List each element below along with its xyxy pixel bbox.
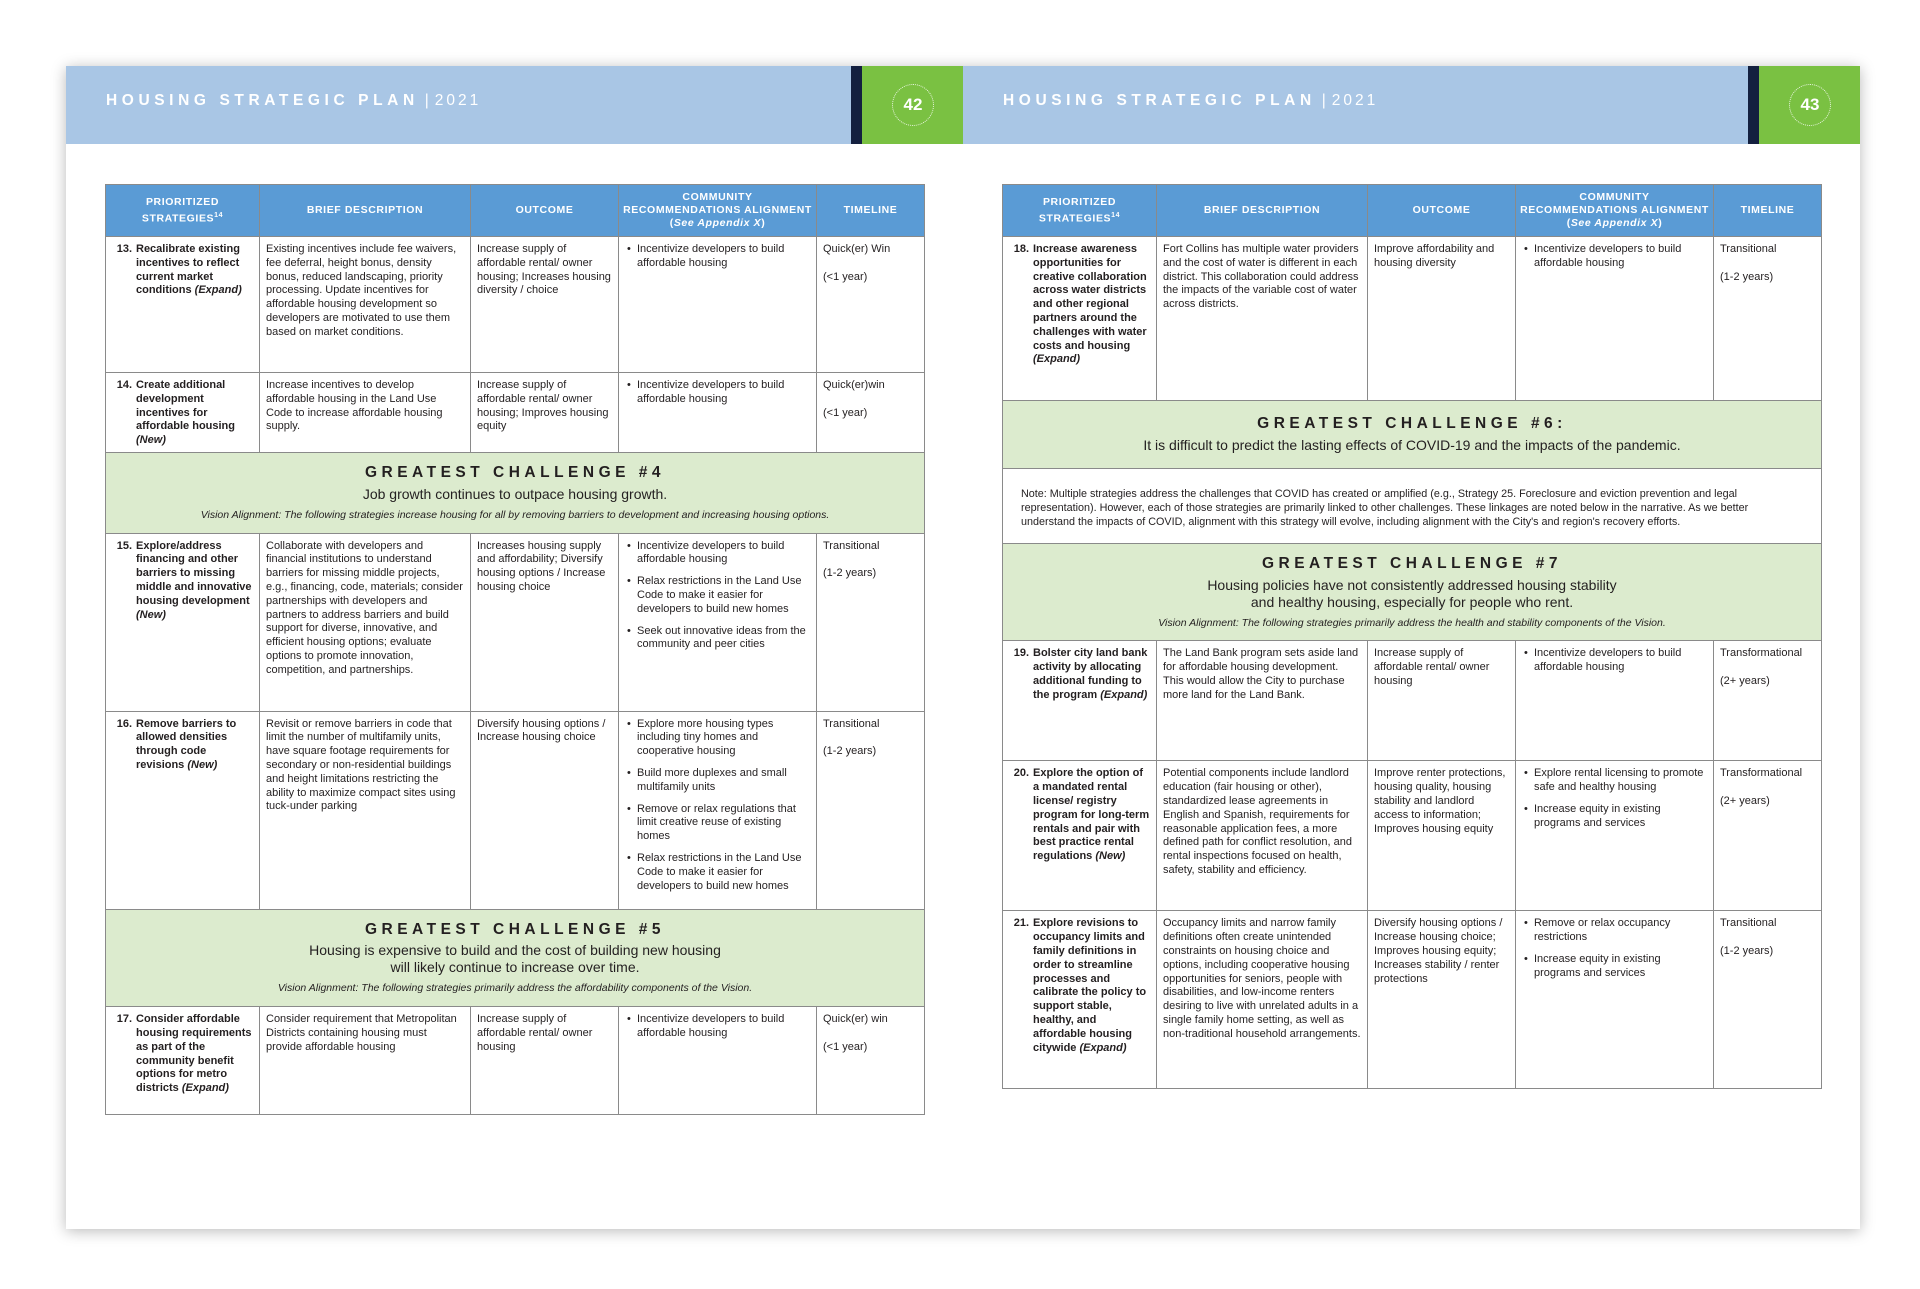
vision-alignment: Vision Alignment: The following strategies primarily address the health and stability components of the Vision.	[1158, 616, 1666, 629]
challenge-banner	[1003, 401, 1822, 469]
challenge-title: GREATEST CHALLENGE #5	[364, 920, 666, 938]
covid-note: Note: Multiple strategies address the challenges that COVID has created or amplified (e.g., Strategy 25. Foreclosure and eviction prevention and legal representation). However, each of those strategies are primarily linked to other challenges. These linkages are noted below in the narrative. As we better understand the impacts of COVID, alignment with this strategy will evolve, including alignment with the City's and region's recovery efforts.	[1003, 468, 1822, 543]
page-number: 42	[892, 84, 934, 126]
timeline-cell: Transitional (1-2 years)	[1714, 237, 1822, 401]
header-strategies: PRIORITIZED STRATEGIES$^{14}$	[1003, 185, 1157, 237]
list-item: • Remove or relax occupancy restrictions	[1534, 917, 1707, 945]
table-header-row	[1003, 185, 1822, 237]
recommendations-cell	[1516, 641, 1714, 761]
list-item: • Incentivize developers to build affordable housing	[1534, 647, 1707, 675]
recommendations-cell	[619, 237, 817, 373]
list-item: • Incentivize developers to build affordable housing	[637, 1013, 810, 1041]
header-accent-bar	[1748, 66, 1759, 144]
recommendations-cell	[619, 1007, 817, 1115]
table-row	[106, 1007, 925, 1115]
header-outcome: OUTCOME	[1368, 185, 1516, 237]
list-item: • Incentivize developers to build affordable housing	[637, 243, 810, 271]
list-item: • Explore more housing types including tiny homes and cooperative housing	[637, 718, 810, 759]
list-item: • Incentivize developers to build affordable housing	[637, 379, 810, 407]
header-timeline: TIMELINE	[1714, 185, 1822, 237]
strategies-table	[1002, 184, 1822, 1089]
outcome-cell: Diversify housing options / Increase housing choice; Improves housing equity; Increases stability / renter protections	[1368, 911, 1516, 1089]
recommendations-cell	[619, 533, 817, 711]
page-header	[66, 66, 963, 144]
strategy-cell: 18. Increase awareness opportunities for creative collaboration across water districts and other regional partners around the challenges with water costs and housing (Expand)	[1003, 237, 1157, 401]
timeline-cell: Quick(er)win (<1 year)	[817, 373, 925, 453]
list-item: • Relax restrictions in the Land Use Code to make it easier for developers to build new homes	[637, 575, 810, 616]
challenge-banner	[1003, 543, 1822, 641]
timeline-cell: Transitional (1-2 years)	[817, 533, 925, 711]
description-cell: Consider requirement that Metropolitan Districts containing housing must provide affordable housing	[260, 1007, 471, 1115]
timeline-cell: Transformational (2+ years)	[1714, 641, 1822, 761]
table-header-row	[106, 185, 925, 237]
description-cell: Existing incentives include fee waivers, fee deferral, height bonus, density bonus, reduced landscaping, priority processing. Update incentives for affordable housing development so developers are motivated to use them based on market conditions.	[260, 237, 471, 373]
challenge-description: Housing policies have not consistently addressed housing stability and healthy housing, especially for people who rent.	[1207, 576, 1617, 610]
challenge-title: GREATEST CHALLENGE #7	[1261, 554, 1563, 572]
document-spread	[66, 66, 1860, 1229]
outcome-cell: Increase supply of affordable rental/ owner housing; Improves housing equity	[471, 373, 619, 453]
strategy-cell: 21. Explore revisions to occupancy limits and family definitions in order to streamline processes and calibrate the policy to support stable, healthy, and affordable housing citywide (Expand)	[1003, 911, 1157, 1089]
outcome-cell: Improve renter protections, housing quality, housing stability and landlord access to information; Improves housing equity	[1368, 761, 1516, 911]
table-row	[1003, 641, 1822, 761]
list-item: • Increase equity in existing programs and services	[1534, 803, 1707, 831]
list-item: • Increase equity in existing programs and services	[1534, 953, 1707, 981]
table-row	[106, 237, 925, 373]
timeline-cell: Quick(er) Win (<1 year)	[817, 237, 925, 373]
list-item: • Build more duplexes and small multifamily units	[637, 767, 810, 795]
recommendations-cell	[1516, 237, 1714, 401]
list-item: • Seek out innovative ideas from the community and peer cities	[637, 625, 810, 653]
vision-alignment: Vision Alignment: The following strategies primarily address the affordability components of the Vision.	[277, 982, 753, 995]
recommendations-cell	[1516, 911, 1714, 1089]
challenge-description: Housing is expensive to build and the cost of building new housing will likely continue to increase over time.	[309, 942, 721, 976]
strategies-table	[105, 184, 925, 1115]
table-row	[1003, 911, 1822, 1089]
table-row	[106, 533, 925, 711]
vision-alignment: Vision Alignment: The following strategies increase housing for all by removing barriers to development and increasing housing options.	[200, 508, 830, 521]
outcome-cell: Improve affordability and housing diversity	[1368, 237, 1516, 401]
strategy-cell: 17. Consider affordable housing requirements as part of the community benefit options for metro districts (Expand)	[106, 1007, 260, 1115]
description-cell: Revisit or remove barriers in code that limit the number of multifamily units, have square footage requirements for secondary or non-residential buildings and height limitations restricting the ability to maximize compact sites using tuck-under parking	[260, 711, 471, 909]
timeline-cell: Transformational (2+ years)	[1714, 761, 1822, 911]
challenge-description: Job growth continues to outpace housing growth.	[362, 485, 668, 502]
header-description: BRIEF DESCRIPTION	[1157, 185, 1368, 237]
header-title: HOUSING STRATEGIC PLAN | 2021	[1003, 92, 1379, 109]
strategy-cell: 13. Recalibrate existing incentives to reflect current market conditions (Expand)	[106, 237, 260, 373]
challenge-banner	[106, 909, 925, 1007]
page-number: 43	[1789, 84, 1831, 126]
page-header	[963, 66, 1860, 144]
strategy-cell: 14. Create additional development incentives for affordable housing (New)	[106, 373, 260, 453]
list-item: • Incentivize developers to build affordable housing	[1534, 243, 1707, 271]
list-item: • Explore rental licensing to promote safe and healthy housing	[1534, 767, 1707, 795]
description-cell: Occupancy limits and narrow family definitions often create unintended constraints on housing choice and options, including cooperative housing opportunities for seniors, people with disabilities, and low-income renters desiring to live with unrelated adults in a single family home setting, as well as non-traditional household arrangements.	[1157, 911, 1368, 1089]
list-item: • Remove or relax regulations that limit creative reuse of existing homes	[637, 803, 810, 844]
header-strategies: PRIORITIZED STRATEGIES$^{14}$	[106, 185, 260, 237]
page-number-box	[1759, 66, 1860, 144]
recommendations-cell	[619, 711, 817, 909]
header-title: HOUSING STRATEGIC PLAN | 2021	[106, 92, 482, 109]
challenge-description: It is difficult to predict the lasting effects of COVID-19 and the impacts of the pandemic.	[1143, 436, 1681, 453]
recommendations-cell	[619, 373, 817, 453]
outcome-cell: Increase supply of affordable rental/ owner housing; Increases housing diversity / choice	[471, 237, 619, 373]
timeline-cell: Transitional (1-2 years)	[1714, 911, 1822, 1089]
timeline-cell: Quick(er) win (<1 year)	[817, 1007, 925, 1115]
recommendations-cell	[1516, 761, 1714, 911]
page-43	[963, 66, 1860, 1229]
timeline-cell: Transitional (1-2 years)	[817, 711, 925, 909]
page-42	[66, 66, 963, 1229]
strategy-cell: 20. Explore the option of a mandated rental license/ registry program for long-term rentals and pair with best practice rental regulations (New)	[1003, 761, 1157, 911]
description-cell: Fort Collins has multiple water providers and the cost of water is different in each district. This collaboration could address the impacts of the variable cost of water across districts.	[1157, 237, 1368, 401]
outcome-cell: Diversify housing options / Increase housing choice	[471, 711, 619, 909]
list-item: • Incentivize developers to build affordable housing	[637, 540, 810, 568]
description-cell: Potential components include landlord education (fair housing or other), standardized lease agreements in English and Spanish, requirements for reasonable application fees, a more defined path for conflict resolution, and rental inspections focused on health, safety, stability and efficiency.	[1157, 761, 1368, 911]
challenge-banner	[106, 453, 925, 534]
page-number-box	[862, 66, 963, 144]
header-community: COMMUNITY RECOMMENDATIONS ALIGNMENT (See Appendix X)	[619, 185, 817, 237]
challenge-title: GREATEST CHALLENGE #4	[364, 464, 666, 481]
strategy-cell: 16. Remove barriers to allowed densities through code revisions (New)	[106, 711, 260, 909]
list-item: • Relax restrictions in the Land Use Code to make it easier for developers to build new homes	[637, 852, 810, 893]
description-cell: Increase incentives to develop affordable housing in the Land Use Code to increase affordable housing supply.	[260, 373, 471, 453]
table-row	[1003, 237, 1822, 401]
header-timeline: TIMELINE	[817, 185, 925, 237]
description-cell: The Land Bank program sets aside land for affordable housing development. This would allow the City to purchase more land for the Land Bank.	[1157, 641, 1368, 761]
strategy-cell: 15. Explore/address financing and other barriers to missing middle and innovative housing development (New)	[106, 533, 260, 711]
outcome-cell: Increase supply of affordable rental/ owner housing	[1368, 641, 1516, 761]
strategy-cell: 19. Bolster city land bank activity by allocating additional funding to the program (Expand)	[1003, 641, 1157, 761]
description-cell: Collaborate with developers and financial institutions to understand barriers for missing middle projects, e.g., financing, code, materials; consider partnerships with developers and partners to address barriers and build support for diverse, innovative, and efficient housing options; evaluate options to promote innovation, competition, and partnerships.	[260, 533, 471, 711]
header-outcome: OUTCOME	[471, 185, 619, 237]
table-row	[106, 373, 925, 453]
header-accent-bar	[851, 66, 862, 144]
outcome-cell: Increases housing supply and affordability; Diversify housing options / Increase housing choice	[471, 533, 619, 711]
header-community: COMMUNITY RECOMMENDATIONS ALIGNMENT (See Appendix X)	[1516, 185, 1714, 237]
outcome-cell: Increase supply of affordable rental/ owner housing	[471, 1007, 619, 1115]
note-row	[1003, 468, 1822, 543]
table-row	[106, 711, 925, 909]
header-description: BRIEF DESCRIPTION	[260, 185, 471, 237]
table-row	[1003, 761, 1822, 911]
challenge-title: GREATEST CHALLENGE #6:	[1257, 415, 1567, 432]
